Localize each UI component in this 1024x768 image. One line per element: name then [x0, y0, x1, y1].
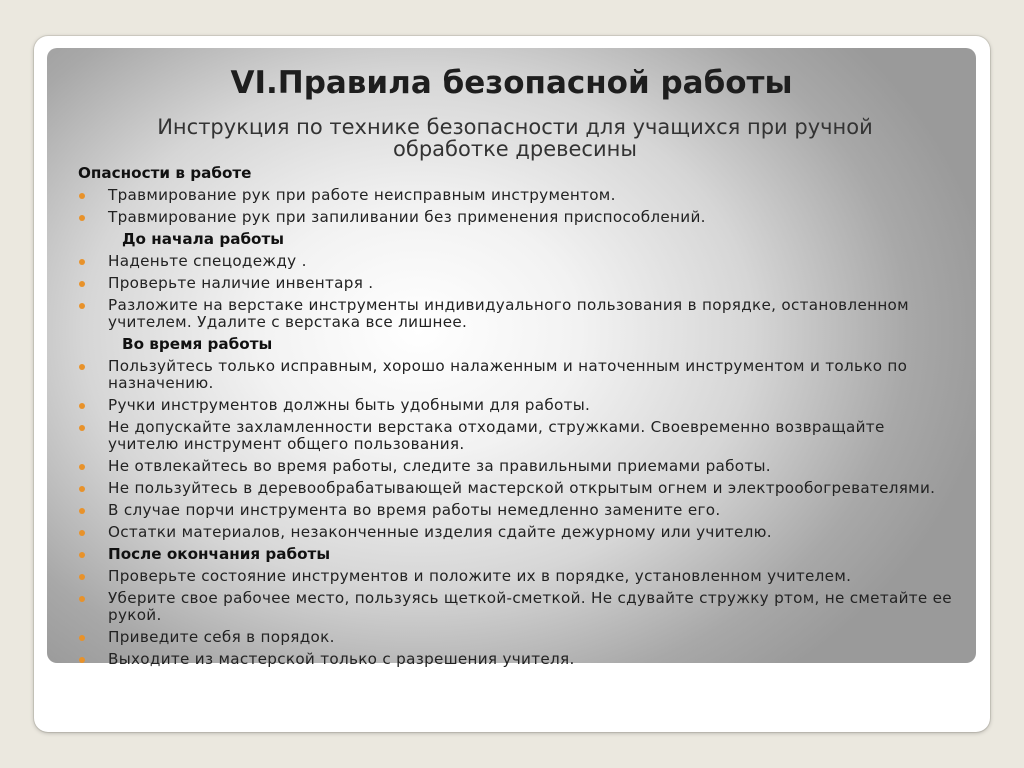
list-item — [78, 397, 958, 414]
bullet-icon — [79, 303, 85, 309]
list-item-text: Остатки материалов, незаконченные изделия сдайте дежурному или учителю. — [108, 523, 772, 541]
list-item-text: Травмирование рук при запиливании без применения приспособлений. — [108, 208, 706, 226]
section-heading-hazards: Опасности в работе — [78, 164, 252, 182]
bullet-icon — [79, 657, 85, 663]
bullet-icon — [79, 259, 85, 265]
list-item-text: Уберите свое рабочее место, пользуясь щеткой-сметкой. Не сдувайте стружку ртом, не сметайте ее рукой. — [108, 589, 952, 624]
list-item-text: В случае порчи инструмента во время работы немедленно замените его. — [108, 501, 721, 519]
bullet-icon — [79, 403, 85, 409]
bullet-icon — [79, 508, 85, 514]
list-item — [78, 419, 958, 453]
section-heading-after-text: После окончания работы — [108, 545, 331, 563]
bullet-icon — [79, 464, 85, 470]
list-item-text: Не допускайте захламленности верстака отходами, стружками. Своевременно возвращайте учителю инструмент общего пользования. — [108, 418, 885, 453]
bullet-icon — [79, 486, 85, 492]
bullet-icon — [79, 281, 85, 287]
bullet-icon — [79, 215, 85, 221]
list-item-text: Разложите на верстаке инструменты индивидуального пользования в порядке, остановленном учителем. Удалите с верстака все лишнее. — [108, 296, 909, 331]
section-heading-before: До начала работы — [122, 230, 285, 248]
section-heading-during: Во время работы — [122, 335, 273, 353]
list-item — [78, 297, 958, 331]
section-heading-after — [78, 546, 958, 563]
list-item — [78, 275, 958, 292]
list-item-text: Травмирование рук при работе неисправным инструментом. — [108, 186, 616, 204]
list-item — [78, 502, 958, 519]
rules-body — [78, 165, 958, 673]
list-item — [78, 568, 958, 585]
list-item — [78, 651, 958, 668]
list-item — [78, 187, 958, 204]
bullet-icon — [79, 425, 85, 431]
list-item — [78, 253, 958, 270]
list-item — [78, 458, 958, 475]
bullet-icon — [79, 635, 85, 641]
bullet-icon — [79, 574, 85, 580]
bullet-icon — [79, 193, 85, 199]
list-item — [78, 480, 958, 497]
list-item-text: Выходите из мастерской только с разрешения учителя. — [108, 650, 575, 668]
bullet-icon — [79, 530, 85, 536]
list-item-text: Проверьте состояние инструментов и положите их в порядке, установленном учителем. — [108, 567, 852, 585]
list-item-text: Пользуйтесь только исправным, хорошо налаженным и наточенным инструментом и только по назначению. — [108, 357, 908, 392]
list-item — [78, 524, 958, 541]
list-item — [78, 358, 958, 392]
bullet-icon — [79, 552, 85, 558]
bullet-icon — [79, 596, 85, 602]
list-item-text: Не отвлекайтесь во время работы, следите за правильными приемами работы. — [108, 457, 771, 475]
bullet-icon — [79, 364, 85, 370]
list-item — [78, 209, 958, 226]
list-item — [78, 629, 958, 646]
list-item-text: Наденьте спецодежду . — [108, 252, 307, 270]
list-item — [78, 590, 958, 624]
list-item-text: Ручки инструментов должны быть удобными для работы. — [108, 396, 591, 414]
list-item-text: Не пользуйтесь в деревообрабатывающей мастерской открытым огнем и электрообогревателями. — [108, 479, 936, 497]
slide-subtitle: Инструкция по технике безопасности для учащихся при ручной обработке древесины — [157, 115, 873, 161]
list-item-text: Проверьте наличие инвентаря . — [108, 274, 374, 292]
list-item-text: Приведите себя в порядок. — [108, 628, 335, 646]
slide-title: VI.Правила безопасной работы — [230, 65, 793, 101]
